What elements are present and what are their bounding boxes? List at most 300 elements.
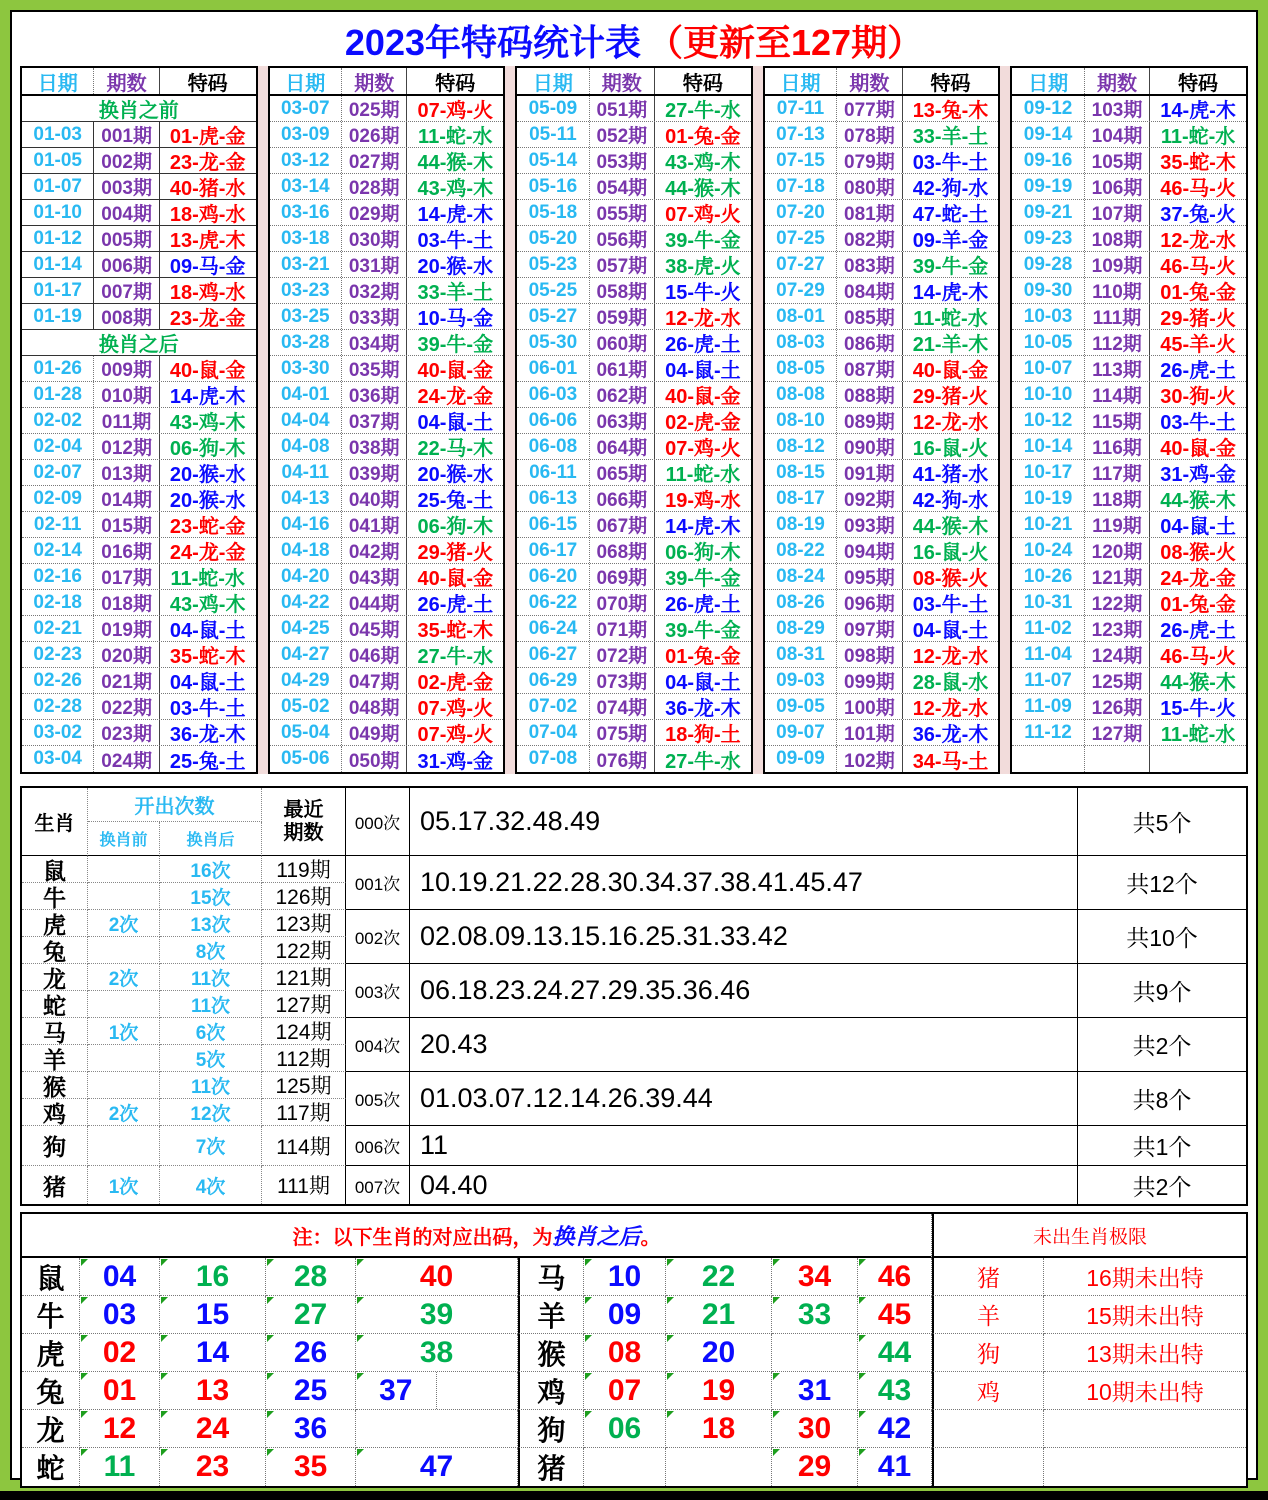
after-count: 16次 [160,856,262,883]
date-cell: 02-11 [22,512,94,537]
map-number: 46 [858,1258,932,1296]
table-row [1012,304,1246,330]
empty-cell [437,1372,518,1409]
period-cell: 118期 [1085,486,1150,511]
date-cell: 02-14 [22,538,94,563]
date-cell: 04-22 [270,590,342,615]
period-cell: 042期 [342,538,407,563]
table-row [517,564,751,590]
table-row [517,746,751,772]
recent-period-header: 最近期数 [262,788,346,856]
table-row [22,200,256,226]
period-cell: 038期 [342,434,407,459]
date-cell: 05-27 [517,304,589,329]
map-zodiac-right: 鸡 [518,1372,584,1410]
after-count: 15次 [160,883,262,910]
zodiac-name: 狗 [22,1126,88,1166]
code-cell: 03-牛-土 [1160,412,1236,433]
column-header-period: 期数 [590,68,655,94]
period-cell: 071期 [590,616,655,641]
code-cell: 46-马-火 [1160,178,1236,199]
map-number: 09 [584,1296,666,1334]
before-count [88,991,160,1018]
code-cell: 46-马-火 [1160,646,1236,667]
period-cell: 110期 [1085,278,1150,303]
map-number: 39 [356,1296,518,1334]
period-cell: 076期 [590,746,655,772]
date-cell: 03-28 [270,330,342,355]
code-cell: 18-狗-土 [665,724,741,745]
frequency-numbers: 04.40 [410,1166,1078,1204]
frequency-count: 共5个 [1078,788,1246,856]
code-cell: 39-牛-金 [912,256,989,277]
code-cell: 01-兔-金 [1160,594,1236,615]
period-cell: 080期 [837,174,902,199]
section-label: 换肖之前 [98,100,179,121]
frequency-label: 007次 [346,1166,410,1204]
code-cell: 14-虎-木 [1160,100,1236,121]
map-number: 04 [80,1258,160,1296]
period-cell: 101期 [837,720,902,745]
code-cell: 18-鸡-水 [169,282,246,303]
date-cell: 08-10 [765,408,837,433]
date-cell: 01-14 [22,252,94,277]
map-number: 34 [772,1258,858,1296]
date-cell: 05-16 [517,174,589,199]
table-row [270,382,504,408]
limit-zodiac [932,1448,1044,1486]
date-cell: 07-02 [517,694,589,719]
recent-period: 112期 [262,1045,346,1072]
map-number: 18 [666,1410,772,1448]
table-row [22,148,256,174]
date-cell: 06-01 [517,356,589,381]
frequency-label: 002次 [346,910,410,964]
code-cell: 04-鼠-土 [417,412,494,433]
date-cell: 07-13 [765,122,837,147]
period-cell: 026期 [342,122,407,147]
table-row [765,330,999,356]
code-cell: 44-猴-木 [1160,490,1236,511]
table-row [270,200,504,226]
map-number: 31 [772,1372,858,1410]
date-cell: 02-23 [22,642,94,667]
period-cell: 037期 [342,408,407,433]
map-number: 15 [160,1296,266,1334]
before-count: 2次 [88,964,160,991]
period-cell: 124期 [1085,642,1150,667]
table-row [765,460,999,486]
table-row [765,694,999,720]
map-number: 36 [266,1410,356,1448]
limit-text: 10期未出特 [1044,1372,1246,1410]
code-cell: 33-羊-土 [912,126,989,147]
bottom-border [0,1491,1268,1500]
code-cell: 35-蛇-木 [1160,152,1236,173]
date-cell: 07-18 [765,174,837,199]
period-cell: 047期 [342,668,407,693]
column-header-date: 日期 [765,68,837,94]
period-cell: 055期 [590,200,655,225]
recent-period: 126期 [262,883,346,910]
frequency-count: 共2个 [1132,1173,1192,1200]
period-cell: 010期 [94,382,159,407]
date-cell: 09-21 [1012,200,1084,225]
map-number: 38 [356,1334,518,1372]
period-cell: 001期 [94,122,159,147]
date-cell: 09-30 [1012,278,1084,303]
date-cell: 07-04 [517,720,589,745]
period-table-5 [1010,66,1248,774]
code-cell: 47-蛇-土 [912,204,989,225]
map-number: 47 [356,1448,518,1486]
date-cell: 01-07 [22,174,94,199]
table-row [517,668,751,694]
period-cell: 114期 [1085,382,1150,407]
date-cell: 10-17 [1012,460,1084,485]
period-cell: 048期 [342,694,407,719]
code-cell: 39-牛-金 [417,334,494,355]
code-cell: 44-猴-木 [1160,672,1236,693]
code-cell: 33-羊-土 [417,282,494,303]
table-row [22,304,256,330]
code-cell: 14-虎-木 [665,516,741,537]
code-cell: 13-虎-木 [169,230,246,251]
date-cell: 06-22 [517,590,589,615]
after-count: 7次 [160,1126,262,1166]
table-row [270,356,504,382]
title-main: 2023年特码统计表 [344,21,641,63]
table-row [517,356,751,382]
frequency-numbers: 05.17.32.48.49 [410,788,1078,856]
period-cell: 093期 [837,512,902,537]
table-row [270,96,504,122]
period-tables [20,66,1248,774]
map-zodiac-left: 兔 [22,1372,80,1410]
table-row [765,720,999,746]
date-cell: 06-13 [517,486,589,511]
code-cell: 31-鸡-金 [1160,464,1236,485]
code-cell: 11-蛇-水 [418,126,493,147]
section-row [22,96,256,122]
date-cell: 09-05 [765,694,837,719]
date-cell: 07-27 [765,252,837,277]
map-number: 19 [666,1372,772,1410]
table-row [517,382,751,408]
table-row [1012,278,1246,304]
map-number: 37 [356,1372,437,1409]
date-cell: 01-19 [22,304,94,329]
date-cell: 09-19 [1012,174,1084,199]
code-cell: 10-马-金 [417,308,494,329]
code-cell: 31-鸡-金 [417,750,494,772]
code-cell: 06-狗-木 [417,516,494,537]
zodiac-name: 鸡 [22,1099,88,1126]
period-table-4 [763,66,1001,774]
period-cell: 008期 [94,304,159,329]
date-cell: 11-09 [1012,694,1084,719]
table-row [1012,564,1246,590]
date-cell: 09-12 [1012,96,1084,121]
table-row [517,616,751,642]
code-cell: 36-龙-木 [665,698,741,719]
table-row [1012,252,1246,278]
section-label: 换肖之后 [98,334,179,355]
table-row [765,512,999,538]
table-row [1012,148,1246,174]
period-cell: 078期 [837,122,902,147]
zodiac-name: 羊 [22,1045,88,1072]
map-number: 07 [584,1372,666,1410]
date-cell: 07-29 [765,278,837,303]
table-row [270,616,504,642]
map-number: 14 [160,1334,266,1372]
code-cell: 24-龙-金 [1160,568,1236,589]
date-cell: 01-10 [22,200,94,225]
before-count: 1次 [88,1018,160,1045]
table-row [1012,200,1246,226]
period-cell: 113期 [1085,356,1150,381]
zodiac-number-map [20,1212,1248,1488]
table-row [270,304,504,330]
date-cell: 05-20 [517,226,589,251]
map-zodiac-left: 蛇 [22,1448,80,1486]
date-cell: 06-11 [517,460,589,485]
period-cell: 090期 [837,434,902,459]
date-cell: 01-26 [22,356,94,381]
period-cell: 096期 [837,590,902,615]
code-cell: 07-鸡-火 [417,100,494,121]
recent-period: 123期 [262,910,346,937]
table-row [1012,668,1246,694]
column-header-code: 特码 [1178,72,1219,94]
code-cell: 04-鼠-土 [1160,516,1236,537]
date-cell [1012,746,1084,772]
code-cell: 23-蛇-金 [169,516,246,537]
table-row [765,408,999,434]
period-cell: 091期 [837,460,902,485]
table-row [1012,96,1246,122]
period-cell: 053期 [590,148,655,173]
table-row [1012,512,1246,538]
before-count [88,937,160,964]
map-number: 12 [80,1410,160,1448]
period-cell: 063期 [590,408,655,433]
zodiac-frequency-stats [20,786,1248,1206]
table-row [270,694,504,720]
date-cell: 08-05 [765,356,837,381]
code-cell: 12-龙-水 [665,308,741,329]
table-row [517,642,751,668]
code-cell: 03-牛-土 [417,230,494,251]
table-row [22,616,256,642]
period-cell: 029期 [342,200,407,225]
date-cell: 03-25 [270,304,342,329]
table-row [270,512,504,538]
period-cell: 049期 [342,720,407,745]
after-change-header: 换肖后 [160,822,262,856]
recent-period: 127期 [262,991,346,1018]
table-row [1012,174,1246,200]
period-cell: 025期 [342,96,407,121]
period-cell: 103期 [1085,96,1150,121]
period-cell: 013期 [94,460,159,485]
period-cell: 107期 [1085,200,1150,225]
period-cell: 045期 [342,616,407,641]
table-row [765,278,999,304]
date-cell: 10-31 [1012,590,1084,615]
period-cell: 005期 [94,226,159,251]
map-number: 44 [858,1334,932,1372]
frequency-label: 000次 [346,788,410,856]
period-cell: 111期 [1085,304,1150,329]
column-header-code: 特码 [435,72,476,94]
map-number: 42 [858,1410,932,1448]
date-cell: 07-25 [765,226,837,251]
table-row [517,720,751,746]
code-cell: 20-猴-水 [417,256,494,277]
column-header-code: 特码 [187,72,228,94]
date-cell: 05-04 [270,720,342,745]
table-row [270,408,504,434]
limit-title-cell: 未出生肖极限 [932,1214,1246,1258]
date-cell: 03-09 [270,122,342,147]
table-row [270,174,504,200]
table-row [765,96,999,122]
frequency-numbers: 01.03.07.12.14.26.39.44 [410,1072,1078,1126]
code-cell: 28-鼠-水 [912,672,989,693]
date-cell: 01-05 [22,148,94,173]
code-cell: 24-龙-金 [417,386,494,407]
table-row [270,434,504,460]
zodiac-name: 马 [22,1018,88,1045]
table-row [765,668,999,694]
table-row [22,590,256,616]
date-cell: 02-02 [22,408,94,433]
code-cell: 43-鸡-木 [169,412,246,433]
table-row [22,564,256,590]
date-cell: 04-01 [270,382,342,407]
date-cell: 10-14 [1012,434,1084,459]
period-cell: 126期 [1085,694,1150,719]
code-cell: 43-鸡-木 [665,152,741,173]
code-cell: 26-虎-土 [1160,620,1236,641]
code-cell: 40-鼠-金 [912,360,989,381]
date-cell: 08-12 [765,434,837,459]
date-cell: 03-04 [22,746,94,772]
before-count: 1次 [88,1166,160,1204]
code-cell: 39-牛-金 [665,620,741,641]
frequency-numbers: 10.19.21.22.28.30.34.37.38.41.45.47 [410,856,1078,910]
code-cell: 04-鼠-土 [169,620,246,641]
page-title [20,14,1248,66]
map-number: 03 [80,1296,160,1334]
date-cell: 05-11 [517,122,589,147]
table-row [1012,538,1246,564]
code-cell: 40-鼠-金 [417,360,494,381]
frequency-numbers: 20.43 [410,1018,1078,1072]
table-row [765,174,999,200]
date-cell: 06-06 [517,408,589,433]
table-row [517,304,751,330]
date-cell: 02-09 [22,486,94,511]
table-header-row [517,68,751,96]
code-cell: 40-鼠-金 [169,360,246,381]
code-cell: 40-鼠-金 [665,386,741,407]
date-cell: 04-08 [270,434,342,459]
period-cell: 061期 [590,356,655,381]
table-row [517,330,751,356]
code-cell: 40-鼠-金 [1160,438,1236,459]
period-cell: 066期 [590,486,655,511]
map-zodiac-right: 羊 [518,1296,584,1334]
date-cell: 05-23 [517,252,589,277]
code-cell: 06-狗-木 [169,438,246,459]
table-row [270,460,504,486]
date-cell: 07-15 [765,148,837,173]
map-number: 10 [584,1258,666,1296]
date-cell: 05-18 [517,200,589,225]
date-cell: 06-08 [517,434,589,459]
period-cell: 020期 [94,642,159,667]
code-cell: 35-蛇-木 [169,646,246,667]
code-cell: 25-兔-土 [169,750,246,772]
recent-period: 124期 [262,1018,346,1045]
table-row [1012,590,1246,616]
period-cell: 031期 [342,252,407,277]
table-row [765,148,999,174]
period-cell: 044期 [342,590,407,615]
date-cell: 09-23 [1012,226,1084,251]
table-row [22,486,256,512]
map-number: 23 [160,1448,266,1486]
date-cell: 10-10 [1012,382,1084,407]
code-cell: 14-虎-木 [417,204,494,225]
period-cell: 097期 [837,616,902,641]
recent-period: 114期 [262,1126,346,1166]
map-number: 22 [666,1258,772,1296]
code-cell: 26-虎-土 [665,334,741,355]
table-row [765,486,999,512]
table-row [1012,226,1246,252]
table-row [270,720,504,746]
table-row [517,278,751,304]
date-cell: 10-05 [1012,330,1084,355]
after-count: 4次 [160,1166,262,1204]
date-cell: 04-18 [270,538,342,563]
code-cell: 14-虎-木 [912,282,989,303]
code-cell: 40-猪-水 [169,178,246,199]
empty-row [1012,746,1246,772]
period-cell: 077期 [837,96,902,121]
period-cell [1085,746,1150,772]
date-cell: 03-30 [270,356,342,381]
code-cell: 22-马-木 [417,438,494,459]
date-cell: 04-13 [270,486,342,511]
period-cell: 094期 [837,538,902,563]
after-count: 13次 [160,910,262,937]
table-row [270,226,504,252]
date-cell: 07-08 [517,746,589,772]
period-cell: 028期 [342,174,407,199]
period-cell: 050期 [342,746,407,772]
table-row [270,486,504,512]
map-zodiac-right: 猪 [518,1448,584,1486]
table-row [1012,330,1246,356]
code-cell: 07-鸡-火 [417,698,494,719]
code-cell: 26-虎-土 [665,594,741,615]
table-row [22,356,256,382]
